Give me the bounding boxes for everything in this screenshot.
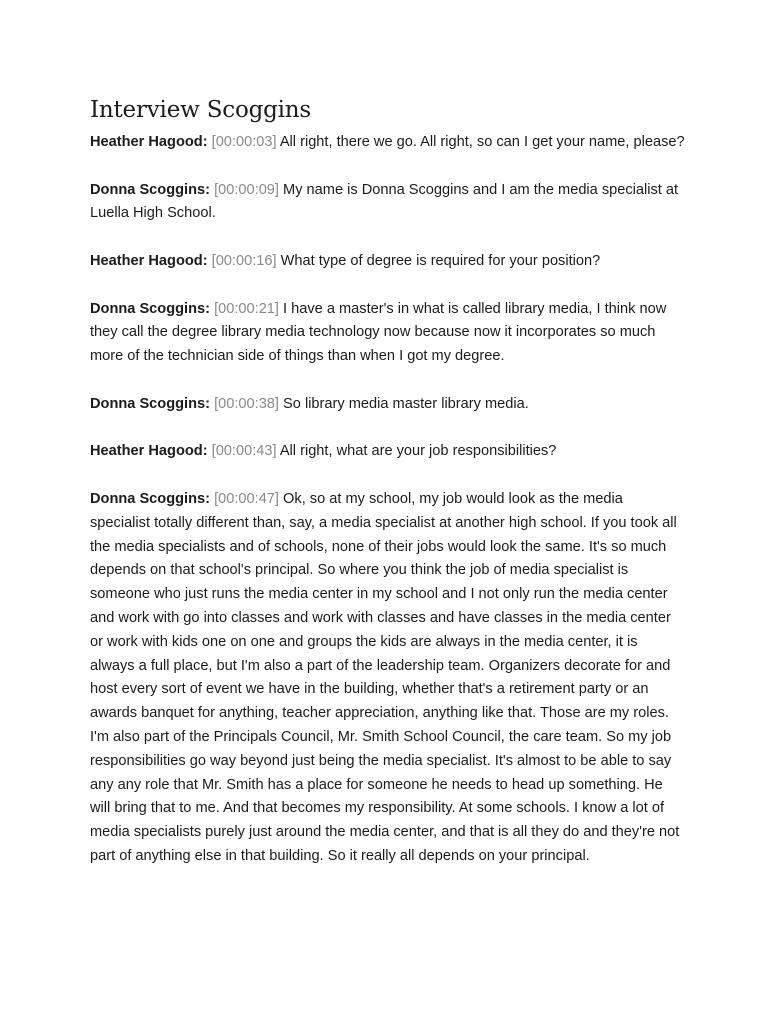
speaker-name: Donna Scoggins:: [90, 395, 210, 412]
transcript-entry: [90, 298, 685, 369]
utterance-text: My name is Donna Scoggins and I am the media specialist at Luella High School.: [90, 181, 679, 222]
timestamp: [00:00:03]: [211, 134, 277, 150]
timestamp: [00:00:16]: [211, 252, 277, 269]
speaker-name: Heather Hagood:: [90, 134, 208, 150]
utterance-text: All right, what are your job responsibilities?: [279, 443, 557, 460]
document-title: Interview Scoggins: [90, 97, 312, 123]
transcript-entry: [90, 393, 685, 417]
speaker-name: Heather Hagood:: [90, 252, 208, 269]
speaker-name: Donna Scoggins:: [90, 300, 210, 317]
timestamp: [00:00:43]: [211, 443, 277, 460]
utterance-text: All right, there we go. All right, so can I get your name, please?: [279, 134, 685, 150]
utterance-text: Ok, so at my school, my job would look as the media specialist totally different than, say, a media specialist at another high school. If you took all the media specialists and of schools, none of their jobs would look the same. It's so much depends on that school's principal. So where you think the job of media specialist is someone who just runs the media center in my school and I not only run the media center and work with go into classes and work with classes and have classes in the media center or work with kids one on one and groups the kids are always in the media center, it is always a full place, but I'm also a part of the leadership team. Organizers decorate for and host every sort of event we have in the building, whether that's a retirement party or an awards banquet for anything, teacher appreciation, anything like that. Those are my roles. I'm also part of the Principals Council, Mr. Smith School Council, the care team. So my job responsibilities go way beyond just being the media specialist. It's almost to be able to say any any role that Mr. Smith has a place for someone he needs to head up something. He will bring that to me. And that becomes my responsibility. At some schools. I know a lot of media specialists purely just around the media center, and that is all they do and they're not part of anything else in that building. So it really all depends on your principal.: [90, 490, 680, 864]
speaker-name: Donna Scoggins:: [90, 181, 210, 198]
transcript-page: [90, 95, 685, 893]
transcript-entry: [90, 440, 685, 464]
timestamp: [00:00:09]: [214, 181, 279, 198]
transcript-entry: [90, 179, 685, 227]
transcript-entry: [90, 250, 685, 274]
utterance-text: I have a master's in what is called library media, I think now they call the degree library media technology now because now it incorporates so much more of the technician side of things than when I got my degree.: [90, 300, 667, 365]
timestamp: [00:00:38]: [214, 395, 279, 412]
speaker-name: Heather Hagood:: [90, 443, 208, 460]
utterance-text: What type of degree is required for your position?: [280, 252, 601, 269]
speaker-name: Donna Scoggins:: [90, 490, 210, 507]
timestamp: [00:00:47]: [214, 490, 279, 507]
transcript-entry: [90, 131, 685, 155]
timestamp: [00:00:21]: [214, 300, 279, 317]
transcript-entry: [90, 488, 685, 869]
utterance-text: So library media master library media.: [283, 395, 529, 412]
